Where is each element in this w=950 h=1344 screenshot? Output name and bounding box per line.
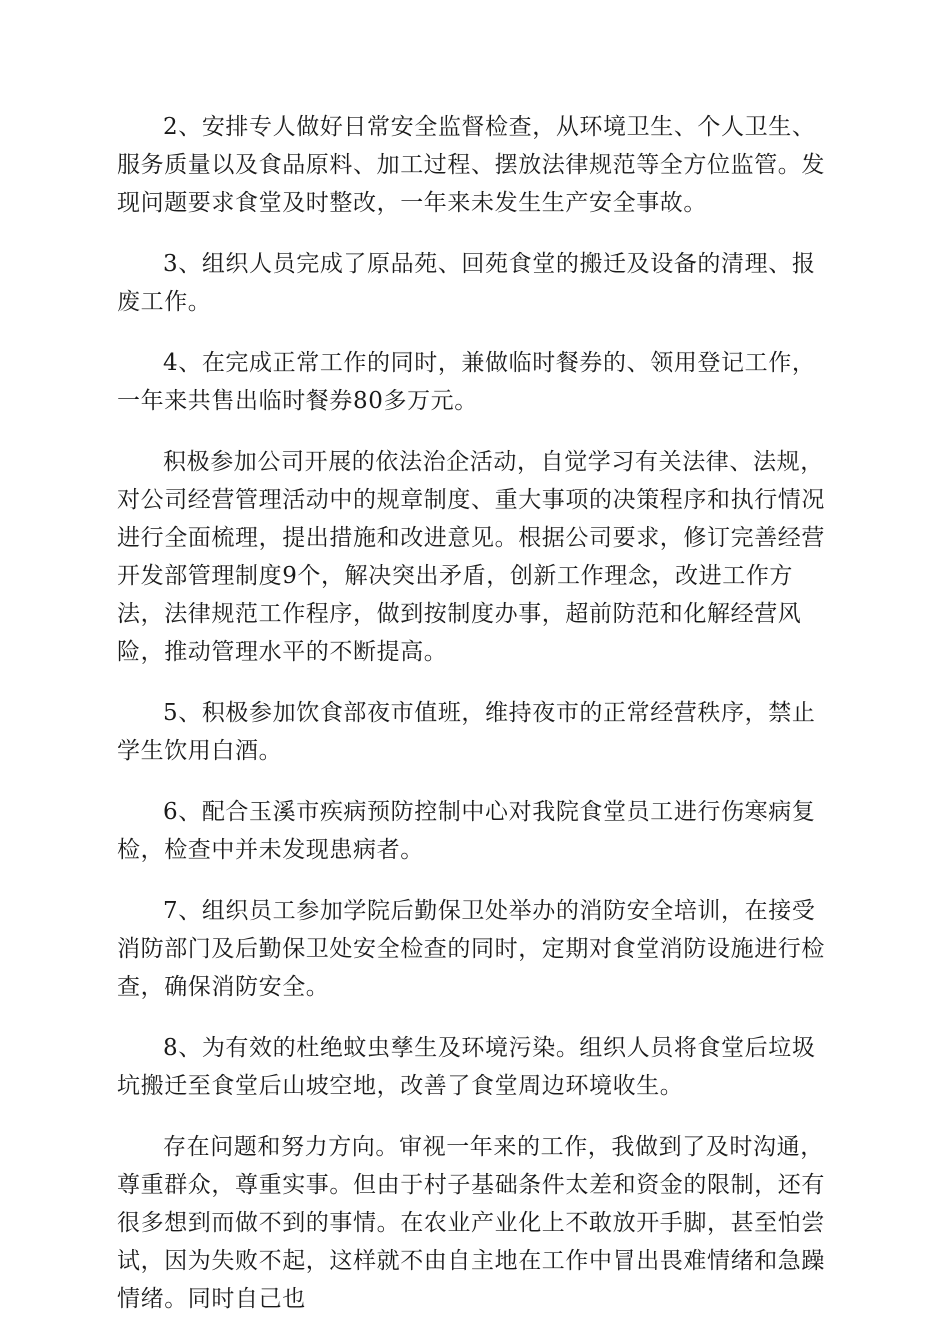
paragraph-problems-direction: 存在问题和努力方向。审视一年来的工作，我做到了及时沟通，尊重群众，尊重实事。但由于村子基础条件太差和资金的限制，还有很多想到而做不到的事情。在农业产业化上不敢放开手脚，甚至怕尝试，因为失败不起，这样就不由自主地在工作中冒出畏难情绪和急躁情绪。同时自己也 [117,1134,825,1312]
paragraph-legal-governance: 积极参加公司开展的依法治企活动，自觉学习有关法律、法规，对公司经营管理活动中的规章制度、重大事项的决策程序和执行情况进行全面梳理，提出措施和改进意见。根据公司要求，修订完善经营开发部管理制度9个，解决突出矛盾，创新工作理念，改进工作方法，法律规范工作程序，做到按制度办事，超前防范和化解经营风险，推动管理水平的不断提高。 [117,449,825,665]
paragraph-item-4: 4、在完成正常工作的同时，兼做临时餐券的、领用登记工作，一年来共售出临时餐券80多万元。 [117,350,816,414]
paragraph-item-3: 3、组织人员完成了原品苑、回苑食堂的搬迁及设备的清理、报废工作。 [117,251,816,315]
paragraph-item-7: 7、组织员工参加学院后勤保卫处举办的消防安全培训，在接受消防部门及后勤保卫处安全检查的同时，定期对食堂消防设施进行检查，确保消防安全。 [117,898,825,1000]
paragraph-item-5: 5、积极参加饮食部夜市值班，维持夜市的正常经营秩序，禁止学生饮用白酒。 [117,700,816,764]
paragraph-item-8: 8、为有效的杜绝蚊虫孳生及环境污染。组织人员将食堂后垃圾坑搬迁至食堂后山坡空地，改善了食堂周边环境收生。 [117,1035,816,1099]
paragraph-item-6: 6、配合玉溪市疾病预防控制中心对我院食堂员工进行伤寒病复检，检查中并未发现患病者。 [117,799,816,863]
paragraph-item-2: 2、安排专人做好日常安全监督检查，从环境卫生、个人卫生、服务质量以及食品原料、加工过程、摆放法律规范等全方位监管。发现问题要求食堂及时整改，一年来未发生生产安全事故。 [117,114,825,216]
document-body [117,108,833,1341]
